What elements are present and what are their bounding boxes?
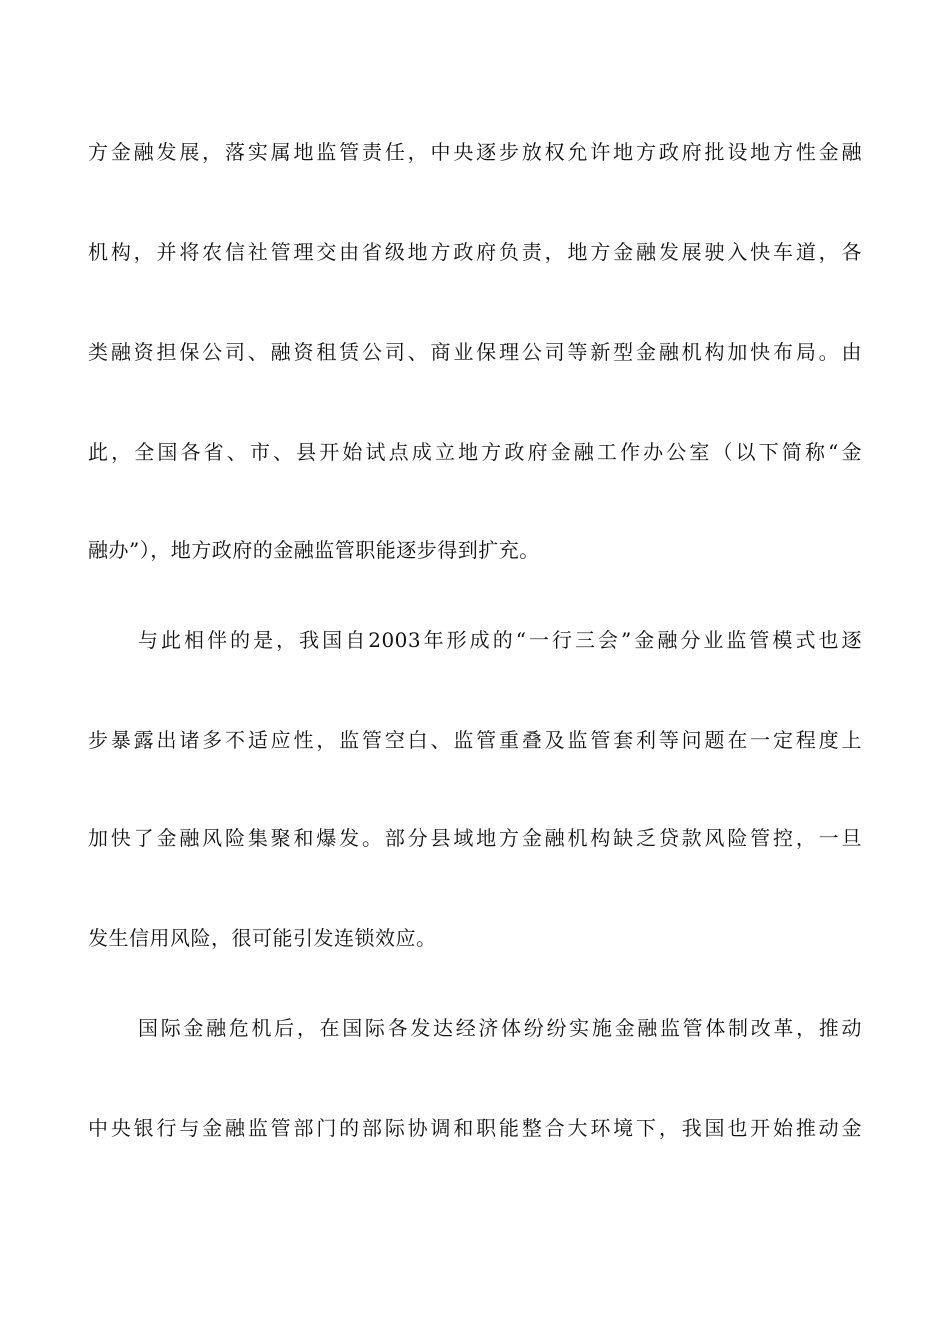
text-line: 与此相伴的是，我国自2003年形成的“一行三会”金融分业监管模式也逐	[138, 628, 862, 652]
text-line: 方金融发展，落实属地监管责任，中央逐步放权允许地方政府批设地方性金融	[88, 140, 862, 164]
text-line: 加快了金融风险集聚和爆发。部分县域地方金融机构缺乏贷款风险管控，一旦	[88, 826, 862, 850]
text-line: 类融资担保公司、融资租赁公司、商业保理公司等新型金融机构加快布局。由	[88, 340, 862, 364]
text-line: 融办”），地方政府的金融监管职能逐步得到扩充。	[88, 538, 540, 562]
text-line: 中央银行与金融监管部门的部际协调和职能整合大环境下，我国也开始推动金	[88, 1116, 862, 1140]
text-line: 发生信用风险，很可能引发连锁效应。	[88, 926, 437, 950]
text-line: 此，全国各省、市、县开始试点成立地方政府金融工作办公室（以下简称“金	[88, 440, 862, 464]
text-line: 步暴露出诸多不适应性，监管空白、监管重叠及监管套利等问题在一定程度上	[88, 728, 862, 752]
text-line: 机构，并将农信社管理交由省级地方政府负责，地方金融发展驶入快车道，各	[88, 240, 862, 264]
text-line: 国际金融危机后，在国际各发达经济体纷纷实施金融监管体制改革，推动	[138, 1016, 862, 1040]
